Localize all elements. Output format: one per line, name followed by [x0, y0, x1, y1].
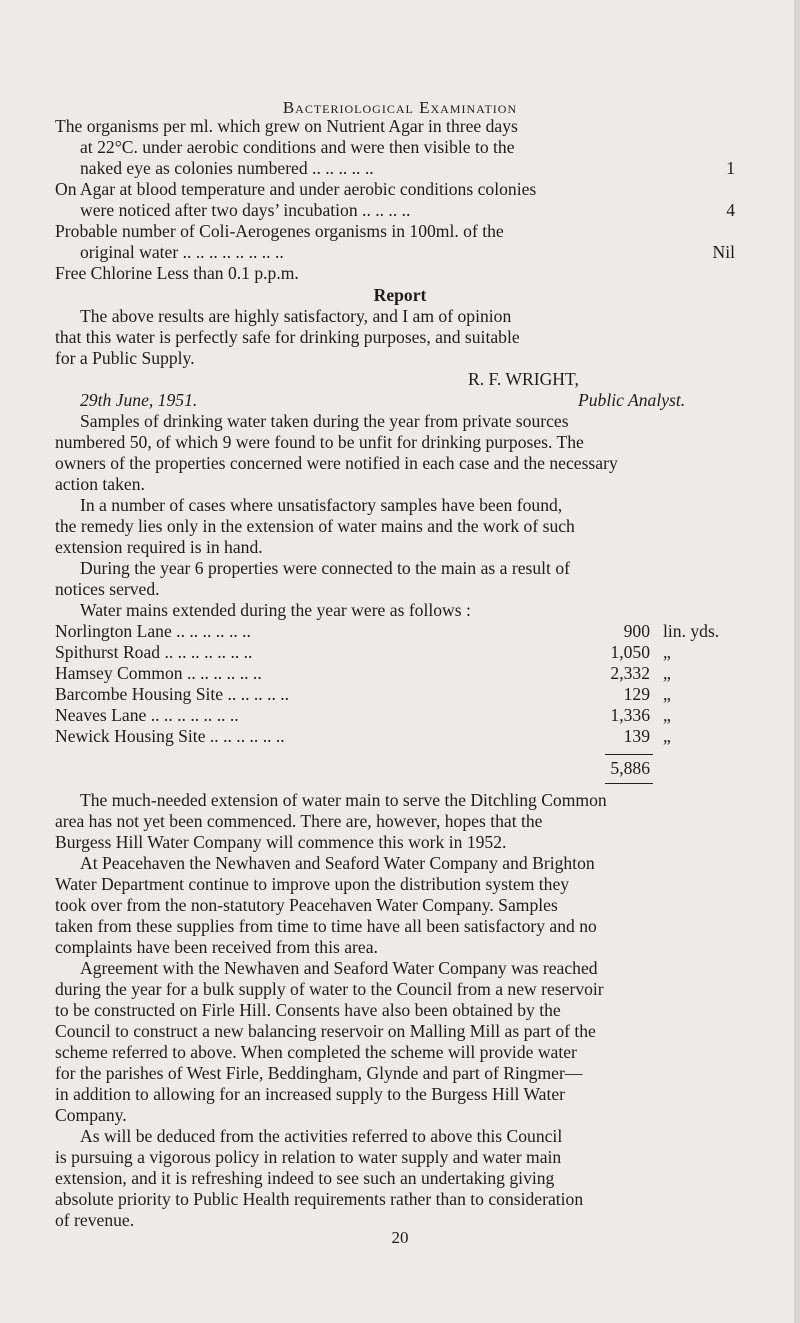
report-heading: Report	[373, 285, 427, 305]
main-unit: „	[663, 726, 671, 746]
main-length: 1,050	[610, 642, 650, 662]
text-line: of revenue.	[55, 1210, 135, 1230]
page-edge	[794, 0, 800, 1323]
main-name: Newick Housing Site .. .. .. .. .. ..	[55, 726, 285, 746]
text-line: is pursuing a vigorous policy in relation to water supply and water main	[55, 1147, 562, 1167]
colonies-count: 1	[726, 158, 735, 178]
text-line: in addition to allowing for an increased supply to the Burgess Hill Water	[55, 1084, 566, 1104]
text-line: took over from the non-statutory Peacehaven Water Company. Samples	[55, 895, 558, 915]
text-line-label: original water .. .. .. .. .. .. .. ..	[80, 242, 284, 262]
main-unit: „	[663, 705, 671, 725]
main-name: Barcombe Housing Site .. .. .. .. ..	[55, 684, 290, 704]
text-line: during the year for a bulk supply of water to the Council from a new reservoir	[55, 979, 604, 999]
text-line: that this water is perfectly safe for drinking purposes, and suitable	[55, 327, 520, 347]
text-line: scheme referred to above. When completed the scheme will provide water	[55, 1042, 577, 1062]
text-line: for a Public Supply.	[55, 348, 195, 368]
text-line: notices served.	[55, 579, 160, 599]
text-line: action taken.	[55, 474, 145, 494]
text-line: On Agar at blood temperature and under aerobic conditions colonies	[55, 179, 537, 199]
coli-count: Nil	[712, 242, 735, 262]
text-line: Council to construct a new balancing reservoir on Malling Mill as part of the	[55, 1021, 596, 1041]
total-rule-bottom	[605, 783, 653, 784]
text-line-label: were noticed after two days’ incubation .. .. .. ..	[80, 200, 411, 220]
main-unit: lin. yds.	[663, 621, 720, 641]
text-line: to be constructed on Firle Hill. Consents have also been obtained by the	[55, 1000, 561, 1020]
main-unit: „	[663, 663, 671, 683]
total-rule-top	[605, 754, 653, 755]
text-line: Water mains extended during the year were as follows :	[80, 600, 471, 620]
text-line: Probable number of Coli-Aerogenes organisms in 100ml. of the	[55, 221, 504, 241]
page-number: 20	[391, 1228, 409, 1247]
text-line: complaints have been received from this area.	[55, 937, 378, 957]
main-unit: „	[663, 642, 671, 662]
text-line	[80, 200, 735, 221]
table-row	[55, 684, 770, 705]
text-line: The above results are highly satisfactory, and I am of opinion	[80, 306, 512, 326]
table-row	[55, 642, 770, 663]
text-line: The organisms per ml. which grew on Nutrient Agar in three days	[55, 116, 518, 136]
text-line: extension required is in hand.	[55, 537, 263, 557]
text-line: extension, and it is refreshing indeed to see such an undertaking giving	[55, 1168, 555, 1188]
main-length: 1,336	[610, 705, 650, 725]
main-unit: „	[663, 684, 671, 704]
table-row	[55, 663, 770, 684]
section-heading: Bacteriological Examination	[282, 98, 518, 117]
text-line: In a number of cases where unsatisfactory samples have been found,	[80, 495, 563, 515]
total-row	[55, 758, 770, 779]
text-line: area has not yet been commenced. There are, however, hopes that the	[55, 811, 543, 831]
main-name: Spithurst Road .. .. .. .. .. .. ..	[55, 642, 253, 662]
main-length: 139	[623, 726, 650, 746]
text-line: The much-needed extension of water main to serve the Ditchling Common	[80, 790, 607, 810]
table-row	[55, 705, 770, 726]
analyst-title: Public Analyst.	[578, 390, 686, 410]
total-length: 5,886	[610, 758, 650, 778]
text-line-label: naked eye as colonies numbered .. .. .. .. ..	[80, 158, 374, 178]
main-length: 129	[623, 684, 650, 704]
text-line: Samples of drinking water taken during the year from private sources	[80, 411, 569, 431]
text-line: Burgess Hill Water Company will commence this work in 1952.	[55, 832, 507, 852]
main-length: 900	[623, 621, 650, 641]
text-line: taken from these supplies from time to time have all been satisfactory and no	[55, 916, 597, 936]
text-line: Free Chlorine Less than 0.1 p.p.m.	[55, 263, 299, 283]
main-name: Neaves Lane .. .. .. .. .. .. ..	[55, 705, 239, 725]
table-row	[55, 621, 770, 642]
text-line	[80, 158, 735, 179]
main-name: Hamsey Common .. .. .. .. .. ..	[55, 663, 262, 683]
text-line: Agreement with the Newhaven and Seaford Water Company was reached	[80, 958, 598, 978]
table-row	[55, 726, 770, 747]
text-line: At Peacehaven the Newhaven and Seaford Water Company and Brighton	[80, 853, 595, 873]
analyst-signature: R. F. WRIGHT,	[468, 369, 579, 389]
text-line: absolute priority to Public Health requirements rather than to consideration	[55, 1189, 584, 1209]
text-line: As will be deduced from the activities referred to above this Council	[80, 1126, 563, 1146]
text-line	[80, 242, 735, 263]
text-line: numbered 50, of which 9 were found to be unfit for drinking purposes. The	[55, 432, 584, 452]
report-date: 29th June, 1951.	[80, 390, 198, 410]
text-line: for the parishes of West Firle, Beddingham, Glynde and part of Ringmer—	[55, 1063, 583, 1083]
text-line: During the year 6 properties were connected to the main as a result of	[80, 558, 570, 578]
text-line: Water Department continue to improve upon the distribution system they	[55, 874, 570, 894]
text-line: at 22°C. under aerobic conditions and were then visible to the	[80, 137, 515, 157]
text-line: the remedy lies only in the extension of water mains and the work of such	[55, 516, 575, 536]
text-line: owners of the properties concerned were notified in each case and the necessary	[55, 453, 618, 473]
blood-agar-count: 4	[726, 200, 735, 220]
main-name: Norlington Lane .. .. .. .. .. ..	[55, 621, 251, 641]
main-length: 2,332	[610, 663, 650, 683]
text-line: Company.	[55, 1105, 127, 1125]
